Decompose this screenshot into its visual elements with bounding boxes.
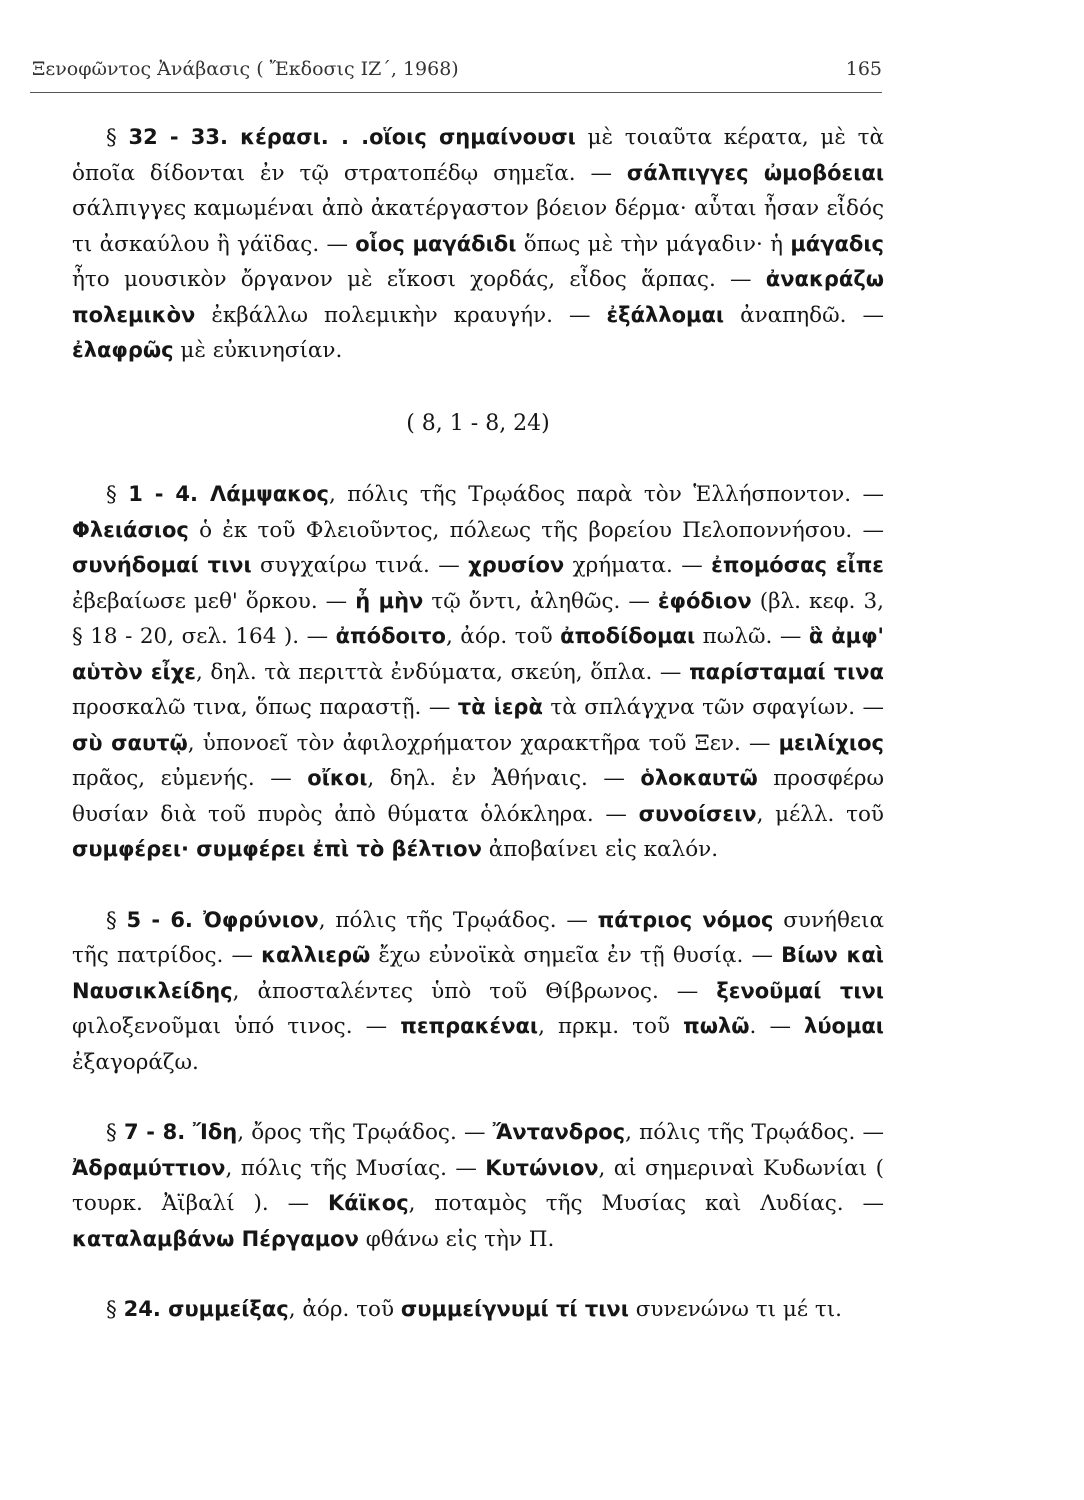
spacer: [72, 868, 884, 903]
paragraph-7-8: [72, 1115, 884, 1257]
gloss: προσφέρω θυσίαν διὰ τοῦ πυρὸς ἀπὸ θύματα ὁλόκληρα. —: [72, 766, 884, 827]
lemma: 32 - 33. κέρασι. . .: [128, 125, 370, 149]
gloss: ἀποβαίνει εἰς καλόν.: [481, 837, 719, 862]
lemma: σάλπιγγες ὠμοβόειαι: [626, 160, 885, 185]
gloss: , δηλ. ἐν Ἀθήναις. —: [367, 766, 641, 791]
lemma: ἐλαφρῶς: [72, 338, 174, 362]
lemma: καλλιερῶ: [261, 943, 371, 967]
gloss: , ὑπονοεῖ τὸν ἀφιλοχρήματον χαρακτῆρα τοῦ Ξεν. —: [187, 730, 779, 756]
gloss: ὁ ἐκ τοῦ Φλειοῦντος, πόλεως τῆς βορείου Πελοποννήσου. —: [188, 517, 884, 543]
lemma: ὁλοκαυτῶ: [640, 766, 758, 790]
section-sign: §: [106, 907, 127, 933]
lemma: ἀνακράζω πολεμικὸν: [72, 267, 884, 327]
lemma: σὺ σαυτῷ: [72, 730, 188, 755]
paragraph-1-4: [72, 477, 884, 868]
gloss: χρήματα. —: [564, 553, 712, 578]
gloss: . —: [749, 1014, 805, 1039]
gloss: πωλῶ. —: [695, 624, 809, 649]
gloss: συνενώνω τι μέ τι.: [628, 1297, 843, 1322]
lemma: ἐφόδιον: [657, 588, 752, 613]
lemma: ἐπομόσας εἶπε: [711, 553, 884, 577]
gloss: , ποταμὸς τῆς Μυσίας καὶ Λυδίας. —: [408, 1191, 884, 1216]
gloss: , δηλ. τὰ περιττὰ ἐνδύματα, σκεύη, ὅπλα. —: [195, 659, 690, 685]
gloss: πρᾶος, εὐμενής. —: [72, 766, 308, 791]
gloss: ἐκβάλλω πολεμικὴν κραυγήν. —: [195, 302, 607, 328]
lemma: ξενοῦμαί τινι: [716, 978, 884, 1003]
lemma: ἦ μὴν: [355, 588, 424, 613]
gloss: ἔχω εὐνοϊκὰ σημεῖα ἐν τῇ θυσίᾳ. —: [370, 943, 782, 968]
gloss: ἐξαγοράζω.: [72, 1049, 199, 1075]
gloss: ἀναπηδῶ. —: [724, 302, 884, 328]
lemma: πεπρακέναι: [400, 1014, 539, 1038]
gloss: , ἀποσταλέντες ὑπὸ τοῦ Θίβρωνος. —: [232, 978, 717, 1004]
lemma: συμφέρει· συμφέρει ἐπὶ τὸ βέλτιον: [72, 837, 482, 861]
gloss: φθάνω εἰς τὴν Π.: [358, 1226, 555, 1252]
gloss: , πόλις τῆς Τρῳάδος. —: [625, 1120, 884, 1145]
paragraph-24: [72, 1292, 884, 1328]
lemma: ἐξάλλομαι: [606, 302, 725, 327]
gloss: , πόλις τῆς Τρῳάδος παρὰ τὸν Ἑλλήσποντον. —: [328, 482, 884, 507]
lemma: ἀπόδοιτο: [335, 624, 446, 648]
gloss: μὲ εὐκινησίαν.: [173, 338, 343, 363]
page-number: 165: [845, 58, 882, 80]
lemma: Κάϊκος: [327, 1191, 409, 1215]
spacer: [72, 1080, 884, 1115]
gloss: ἦτο μουσικὸν ὄργανον μὲ εἴκοσι χορδάς, εἶδος ἅρπας. —: [72, 267, 766, 292]
gloss: συνήθεια τῆς πατρίδος. —: [72, 907, 884, 968]
lemma: τὰ ἱερὰ: [457, 695, 543, 719]
lemma: 24. συμμείξας: [123, 1297, 289, 1321]
lemma: 1 - 4. Λάμψακος: [128, 482, 329, 506]
lemma: οἴκοι: [307, 766, 368, 790]
gloss: μὲ τοιαῦτα κέρατα, μὲ τὰ ὁποῖα δίδονται ἐν τῷ στρατοπέδῳ σημεῖα. —: [72, 125, 885, 186]
gloss: , ὄρος τῆς Τρῳάδος. —: [237, 1120, 493, 1145]
lemma: Ἄντανδρος: [492, 1120, 626, 1144]
spacer: [72, 1257, 884, 1292]
lemma: Ἀδραμύττιον: [72, 1155, 226, 1180]
header-rule: [30, 92, 882, 93]
lemma: συνήδομαί τινι: [72, 553, 252, 577]
lemma: 5 - 6. Ὀφρύνιον: [126, 907, 319, 932]
lemma: 7 - 8. Ἴδη: [123, 1120, 238, 1144]
lemma: οἵοις σημαίνουσι: [369, 125, 576, 149]
lemma: καταλαμβάνω Πέργαμον: [72, 1226, 359, 1251]
section-sign: §: [106, 1297, 124, 1322]
gloss: , πόλις τῆς Τρῳάδος. —: [318, 907, 598, 933]
lemma: πάτριος νόμος: [597, 907, 774, 932]
gloss: , πόλις τῆς Μυσίας. —: [225, 1155, 486, 1181]
gloss: σάλπιγγες καμωμέναι ἀπὸ ἀκατέργαστον βόειον δέρμα· αὗται ἦσαν εἶδός τι ἀσκαύλου ἢ γάϊδας. —: [72, 196, 884, 257]
lemma: παρίσταμαί τινα: [689, 659, 884, 684]
lemma: Κυτώνιον: [485, 1155, 599, 1180]
section-sign: §: [106, 125, 129, 150]
running-title: Ξενοφῶντος Ἀνάβασις ( Ἔκδοσις ΙΖ΄, 1968): [32, 58, 459, 80]
gloss: ὅπως μὲ τὴν μάγαδιν· ἡ: [516, 231, 791, 257]
gloss: προσκαλῶ τινα, ὅπως παραστῇ. —: [72, 695, 458, 720]
gloss: συγχαίρω τινά. —: [251, 553, 469, 578]
gloss: φιλοξενοῦμαι ὑπό τινος. —: [72, 1014, 401, 1039]
running-header: [32, 58, 882, 80]
gloss: τῷ ὄντι, ἀληθῶς. —: [423, 588, 658, 614]
gloss: , ἀόρ. τοῦ: [288, 1297, 401, 1322]
lemma: ἃ ἀμφ' αὑτὸν εἶχε: [72, 624, 884, 684]
gloss: , μέλλ. τοῦ: [756, 801, 884, 827]
lemma: μειλίχιος: [778, 730, 884, 755]
lemma: ἀποδίδομαι: [560, 624, 696, 648]
section-sign: §: [106, 482, 129, 507]
gloss: τὰ σπλάγχνα τῶν σφαγίων. —: [542, 695, 884, 720]
lemma: Φλειάσιος: [72, 517, 189, 542]
commentary-body: [72, 120, 884, 1328]
lemma: πωλῶ: [683, 1014, 750, 1038]
gloss: , πρκμ. τοῦ: [538, 1014, 684, 1039]
paragraph-32-33: [72, 120, 884, 369]
lemma: συνοίσειν: [638, 801, 757, 826]
lemma: Βίων καὶ Ναυσικλείδης: [72, 943, 884, 1003]
lemma: συμμείγνυμί τί τινι: [400, 1297, 629, 1321]
lemma: μάγαδις: [790, 231, 884, 256]
lemma: χρυσίον: [468, 553, 565, 577]
lemma: λύομαι: [804, 1014, 884, 1038]
section-sign: §: [106, 1120, 124, 1145]
gloss: , αἱ σημεριναὶ Κυδωνίαι ( τουρκ. Ἀϊβαλί ). —: [72, 1155, 884, 1216]
section-reference: ( 8, 1 - 8, 24): [406, 410, 550, 436]
gloss: , ἀόρ. τοῦ: [445, 624, 561, 649]
gloss: ἐβεβαίωσε μεθ' ὅρκου. —: [72, 588, 356, 614]
gloss: (βλ. κεφ. 3, § 18 - 20, σελ. 164 ). —: [72, 588, 884, 649]
lemma: οἷος μαγάδιδι: [355, 231, 517, 256]
paragraph-5-6: [72, 903, 884, 1081]
